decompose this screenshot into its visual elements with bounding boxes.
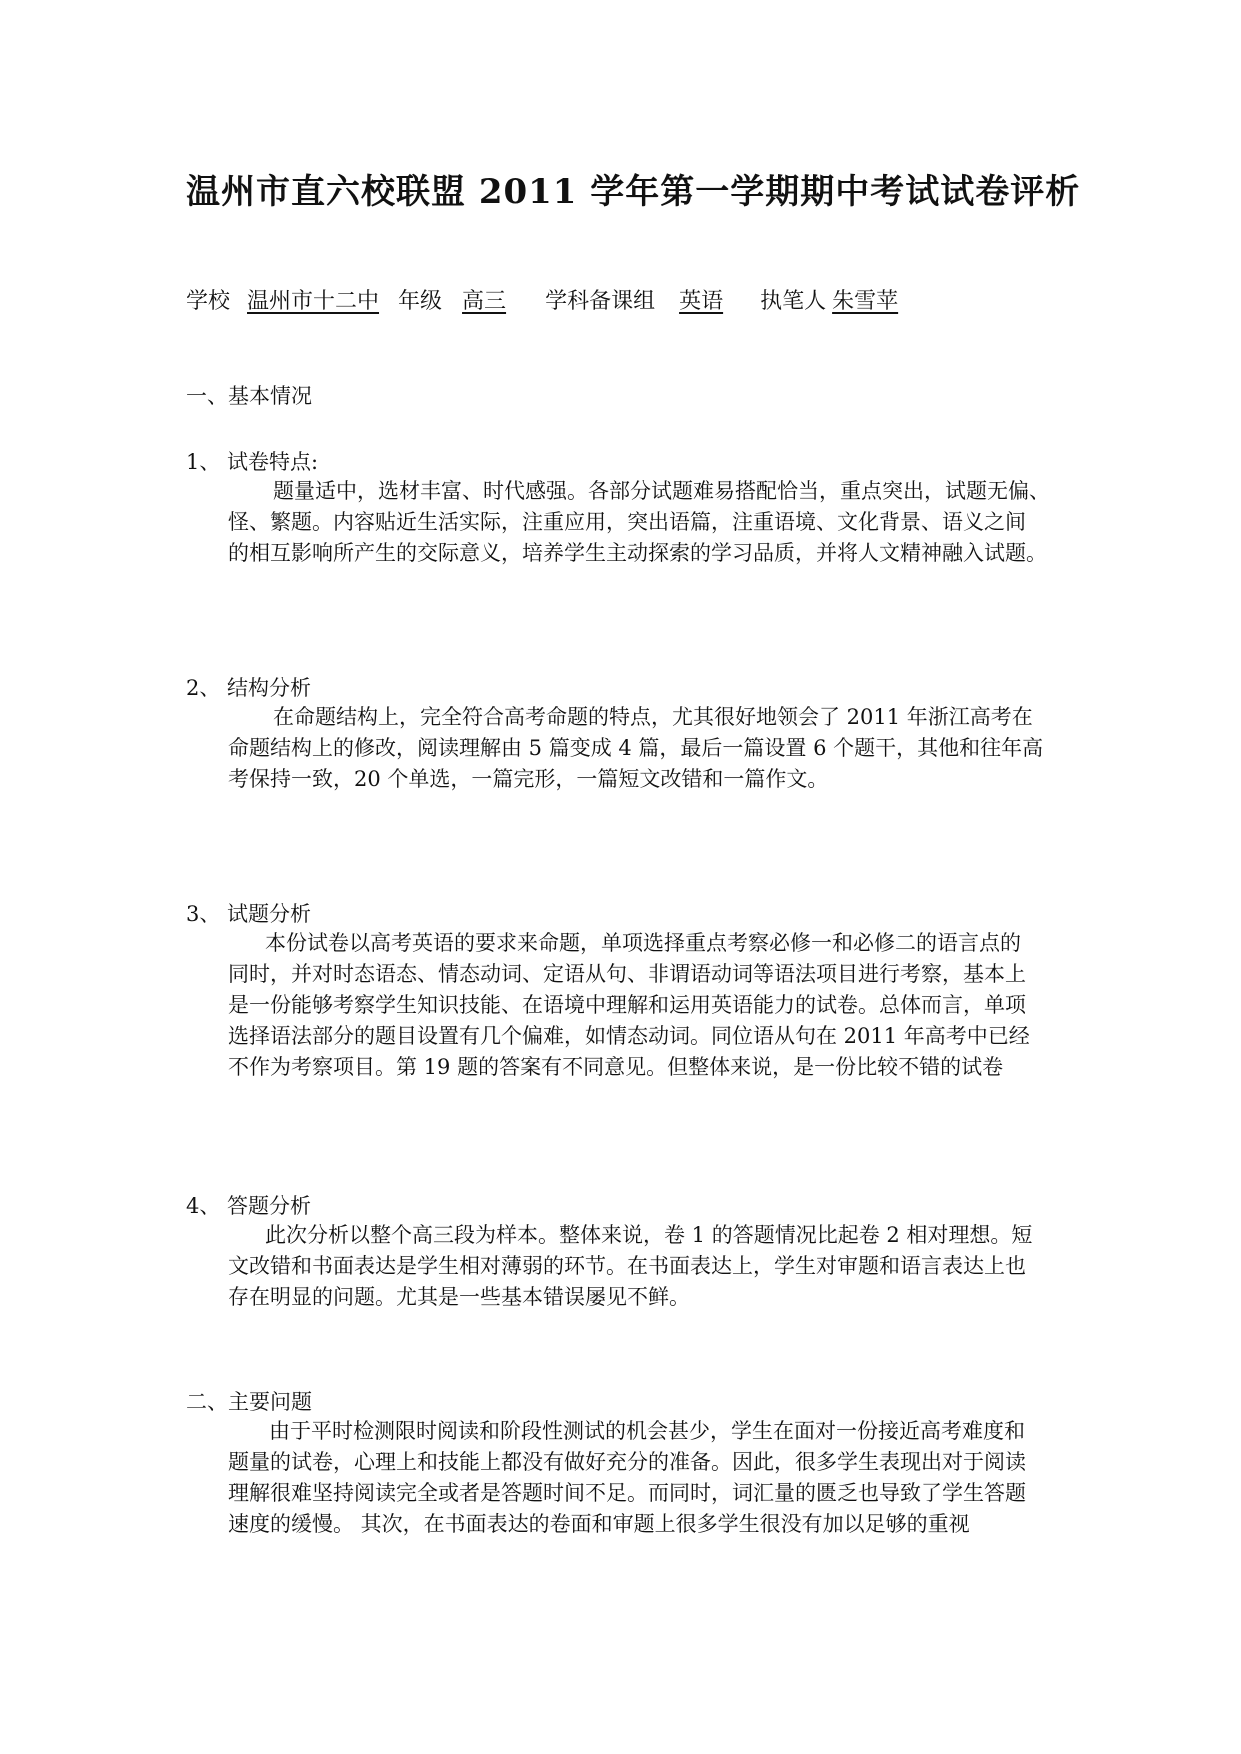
grade-label: 年级 <box>398 289 443 314</box>
item4-line: 存在明显的问题。尤其是一些基本错误屡见不鲜。 <box>228 1285 690 1309</box>
section2-line: 题量的试卷，心理上和技能上都没有做好充分的准备。因此，很多学生表现出对于阅读 <box>228 1450 1026 1474</box>
school-value: 温州市十二中 <box>247 289 380 314</box>
item1-paragraph <box>228 476 1058 569</box>
section2-line: 理解很难坚持阅读完全或者是答题时间不足。而同时，词汇量的匮乏也导致了学生答题 <box>228 1481 1026 1505</box>
school-label: 学校 <box>186 289 231 314</box>
section2-line: 速度的缓慢。 其次，在书面表达的卷面和审题上很多学生很没有加以足够的重视 <box>228 1512 970 1536</box>
item3-line: 本份试卷以高考英语的要求来命题，单项选择重点考察必修一和必修二的语言点的 <box>244 931 1021 955</box>
section2-heading: 二、主要问题 <box>186 1390 312 1414</box>
subject-value: 英语 <box>679 289 724 314</box>
item2-paragraph <box>228 702 1058 795</box>
item1-heading: 1、 试卷特点: <box>186 450 319 474</box>
item4-paragraph <box>228 1220 1058 1313</box>
section2-paragraph <box>228 1416 1058 1540</box>
grade-value: 高三 <box>462 289 507 314</box>
subject-label: 学科备课组 <box>545 289 656 314</box>
item2-line: 命题结构上的修改，阅读理解由 5 篇变成 4 篇，最后一篇设置 6 个题干，其他和往年高 <box>228 736 1044 760</box>
item3-line: 选择语法部分的题目设置有几个偏难，如情态动词。同位语从句在 2011 年高考中已经 <box>228 1024 1030 1048</box>
item4-line: 文改错和书面表达是学生相对薄弱的环节。在书面表达上，学生对审题和语言表达上也 <box>228 1254 1026 1278</box>
document-meta <box>186 284 934 315</box>
item4-line: 此次分析以整个高三段为样本。整体来说，卷 1 的答题情况比起卷 2 相对理想。短 <box>244 1223 1033 1247</box>
section1-heading: 一、基本情况 <box>186 384 312 408</box>
item3-heading: 3、 试题分析 <box>186 902 312 926</box>
item3-paragraph <box>228 928 1058 1083</box>
page-title: 温州市直六校联盟 2011 学年第一学期期中考试试卷评析 <box>186 172 1081 212</box>
author-value: 朱雪苹 <box>832 289 899 314</box>
item2-line: 在命题结构上，完全符合高考命题的特点，尤其很好地领会了 2011 年浙江高考在 <box>252 705 1033 729</box>
item4-heading: 4、 答题分析 <box>186 1194 312 1218</box>
author-label: 执笔人 <box>760 289 827 314</box>
item1-line: 怪、繁题。内容贴近生活实际，注重应用，突出语篇，注重语境、文化背景、语义之间 <box>228 510 1026 534</box>
item1-line: 的相互影响所产生的交际意义，培养学生主动探索的学习品质，并将人文精神融入试题。 <box>228 541 1047 565</box>
item3-line: 同时，并对时态语态、情态动词、定语从句、非谓语动词等语法项目进行考察，基本上 <box>228 962 1026 986</box>
item1-line: 题量适中，选材丰富、时代感强。各部分试题难易搭配恰当，重点突出，试题无偏、 <box>252 479 1050 503</box>
item3-line: 是一份能够考察学生知识技能、在语境中理解和运用英语能力的试卷。总体而言，单项 <box>228 993 1026 1017</box>
item2-heading: 2、 结构分析 <box>186 676 312 700</box>
item3-line: 不作为考察项目。第 19 题的答案有不同意见。但整体来说，是一份比较不错的试卷 <box>228 1055 1004 1079</box>
item2-line: 考保持一致，20 个单选，一篇完形，一篇短文改错和一篇作文。 <box>228 767 829 791</box>
section2-line: 由于平时检测限时阅读和阶段性测试的机会甚少，学生在面对一份接近高考难度和 <box>248 1419 1025 1443</box>
